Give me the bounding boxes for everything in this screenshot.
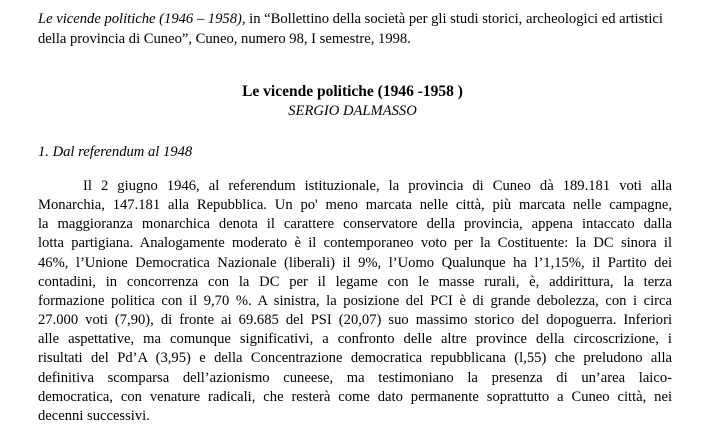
article-author: SERGIO DALMASSO [288, 103, 417, 119]
paragraph-line: 46%, l’Unione Democratica Nazionale (liberali) il 9%, l’Uomo Qualunque ha l’1,15%, il Partito dei [38, 254, 672, 271]
paragraph-line: definitiva scomparsa dell’azionismo cuneese, ma testimoniano la presenza di un’area laico- [38, 369, 672, 386]
paragraph-line: la maggioranza monarchica denota il carattere conservatore della provincia, appena intaccato dalla [38, 216, 672, 233]
paragraph-line: formazione politica con il 9,70 %. A sinistra, la posizione del PCI è di grande debolezza, con i circa [38, 292, 672, 309]
paragraph-line: 27.000 voti (7,90), di fronte ai 69.685 del PSI (20,07) suo massimo storico del dopoguerra. Inferiori [38, 312, 672, 329]
paragraph-line: Monarchia, 147.181 alla Repubblica. Un po' meno marcata nelle città, più marcata nelle campagne, [38, 197, 672, 214]
paragraph-line: democratica, con venature radicali, che resterà come dato permanente soprattutto a Cuneo città, nei [38, 388, 672, 405]
citation [38, 9, 688, 49]
article-title: Le vicende politiche (1946 -1958 ) [242, 83, 463, 100]
citation-source: , in “Bollettino della società per gli studi storici, archeologici ed artistici della provincia di Cuneo”, Cuneo, numero 98, I semestre, 1998. [38, 11, 663, 47]
paragraph-line: lotta partigiana. Analogamente moderato è il contemporaneo voto per la Costituente: la DC sinora il [38, 235, 672, 252]
paragraph-line: Il 2 giugno 1946, al referendum istituzionale, la provincia di Cuneo dà 189.181 voti alla [83, 178, 672, 194]
paragraph-line: decenni successivi. [38, 407, 150, 424]
paragraph-line: contadini, in concorrenza con la DC per il legame con le masse rurali, è, addirittura, la terza [38, 273, 672, 290]
paragraph-line: risultati del Pd’A (3,95) e della Concentrazione democratica repubblicana (l,55) che preludono alla [38, 350, 672, 367]
paragraph-line: alle aspettative, ma comunque significativi, a confronto delle altre province della circoscrizione, i [38, 331, 672, 348]
section-heading: 1. Dal referendum al 1948 [38, 144, 193, 160]
body-paragraph [38, 177, 672, 426]
citation-title: Le vicende politiche (1946 – 1958) [38, 11, 242, 27]
